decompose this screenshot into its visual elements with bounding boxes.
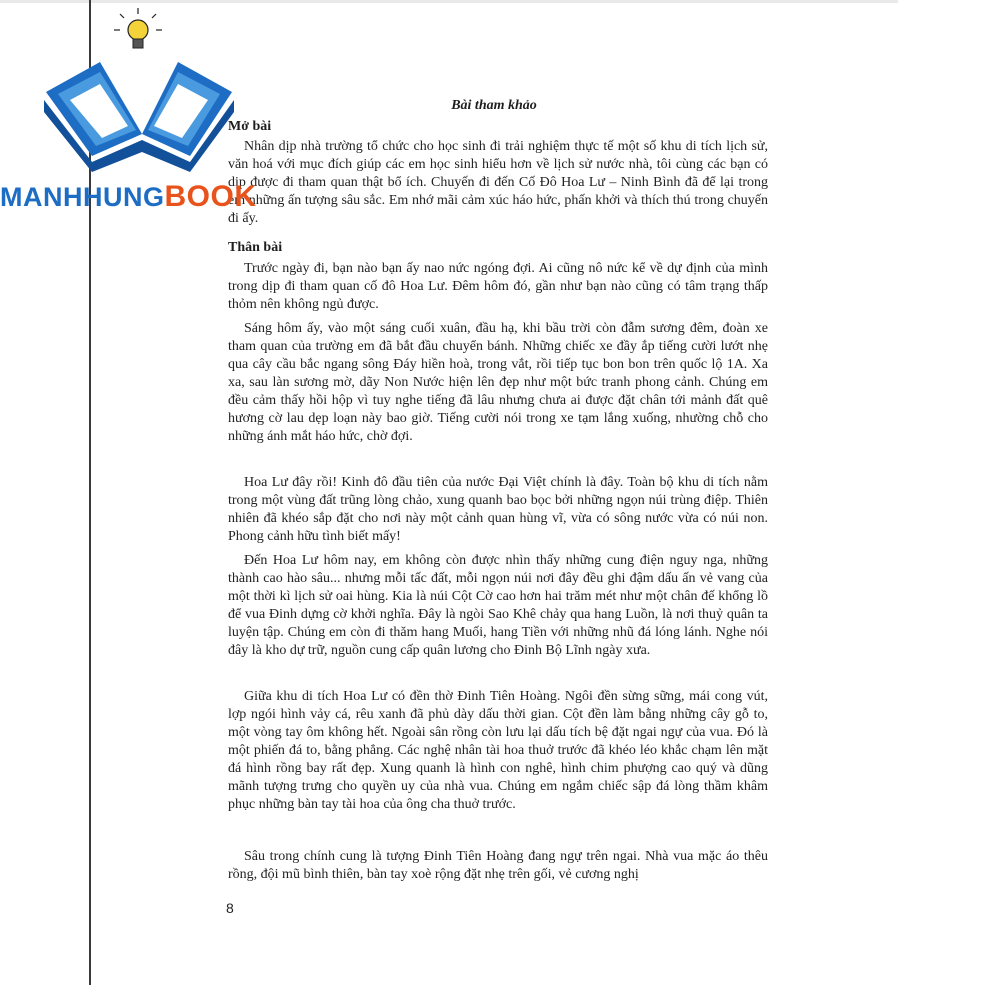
section-heading-than-bai: Thân bài (228, 240, 283, 255)
document-title: Bài tham khảo (451, 98, 537, 113)
paragraph: Đến Hoa Lư hôm nay, em không còn được nhìn thấy những cung điện nguy nga, những thành cao hào sâu... nhưng mỗi tấc đất, mỗi ngọn núi nơi đây đều ghi đậm dấu ấn vẻ vang của một thời kì lịch sử oai hùng. Kia là núi Cột Cờ cao hơn hai trăm mét như một chân đế khổng lồ để vua Đinh dựng cờ khởi nghĩa. Đây là ngòi Sao Khê chảy qua hang Luồn, là nơi thuỷ quân ta luyện tập. Chúng em còn đi thăm hang Muối, hang Tiền với những nhũ đá lóng lánh. Nghe nói đây là kho dự trữ, nguồn cung cấp quân lương cho Đinh Bộ Lĩnh ngày xưa. (228, 553, 768, 658)
logo-text-part2: BOOK (164, 180, 257, 213)
manhhungbook-logo (0, 0, 300, 220)
logo-text (0, 180, 256, 214)
paragraph: Giữa khu di tích Hoa Lư có đền thờ Đinh Tiên Hoàng. Ngôi đền sừng sững, mái cong vút, lợp ngói hình vảy cá, rêu xanh đã phủ dày dấu thời gian. Cột đền làm bằng những cây gỗ to, một vòng tay ôm không hết. Ngoài sân rồng còn lưu lại dấu tích bệ đặt ngai ngự của vua. Đó là một phiến đá to, bằng phẳng. Các nghệ nhân tài hoa thuở trước đã khéo léo khắc chạm lên mặt đá hình rồng bay rất đẹp. Xung quanh là hình con nghê, hình chim phượng cao quý và dũng mãnh tượng trưng cho quyền uy của nhà vua. Chúng em ngắm chiếc sập đá lòng thầm khâm phục những bàn tay tài hoa của ông cha thuở trước. (228, 689, 768, 812)
section-heading-mo-bai: Mở bài (228, 119, 272, 134)
book-icon (0, 0, 300, 180)
logo-text-part1: MANHHUNG (0, 182, 165, 212)
paragraph: Hoa Lư đây rồi! Kinh đô đầu tiên của nước Đại Việt chính là đây. Toàn bộ khu di tích nằm trong một vùng đất trũng lòng chảo, xung quanh bao bọc bởi những ngọn núi trùng điệp. Thiên nhiên đã khéo sắp đặt cho nơi này một cảnh quan hùng vĩ, vừa có sông nước vừa có núi non. Phong cảnh hữu tình biết mấy! (228, 475, 768, 544)
paragraph: Trước ngày đi, bạn nào bạn ấy nao nức ngóng đợi. Ai cũng nô nức kể về dự định của mình trong dịp đi tham quan cố đô Hoa Lư. Đêm hôm đó, gần như bạn nào cũng có tâm trạng thấp thỏm nên không ngủ được. (228, 261, 768, 312)
paragraph: Nhân dịp nhà trường tổ chức cho học sinh đi trải nghiệm thực tế một số khu di tích lịch sử, văn hoá với mục đích giúp các em học sinh hiểu hơn về lịch sử nước nhà, tôi cùng các bạn có dịp được đi tham quan thật bổ ích. Chuyến đi đến Cố Đô Hoa Lư – Ninh Bình đã để lại trong em những ấn tượng sâu sắc. Em nhớ mãi cảm xúc háo hức, phấn khởi và thích thú trong chuyến đi ấy. (228, 139, 768, 226)
page-number: 8 (226, 900, 234, 916)
lightbulb-icon (114, 8, 162, 48)
paragraph: Sâu trong chính cung là tượng Đinh Tiên Hoàng đang ngự trên ngai. Nhà vua mặc áo thêu rồng, đội mũ bình thiên, bàn tay xoè rộng đặt nhẹ trên gối, vẻ cương nghị (228, 849, 768, 882)
paragraph: Sáng hôm ấy, vào một sáng cuối xuân, đầu hạ, khi bầu trời còn đẫm sương đêm, đoàn xe tham quan của trường em đã bắt đầu chuyển bánh. Những chiếc xe đầy ắp tiếng cười lướt nhẹ qua cây cầu bắc ngang sông Đáy hiền hoà, trong vắt, rồi tiếp tục bon bon trên quốc lộ 1A. Xa xa, sau làn sương mờ, dãy Non Nước hiện lên đẹp như một bức tranh phong cảnh. Chúng em đều cảm thấy hồi hộp vì tuy nghe tiếng đã lâu nhưng chưa ai được đặt chân tới mảnh đất quê hương cờ lau dẹp loạn này bao giờ. Tiếng cười nói trong xe tạm lắng xuống, nhường chỗ cho những ánh mắt háo hức, chờ đợi. (228, 321, 768, 444)
